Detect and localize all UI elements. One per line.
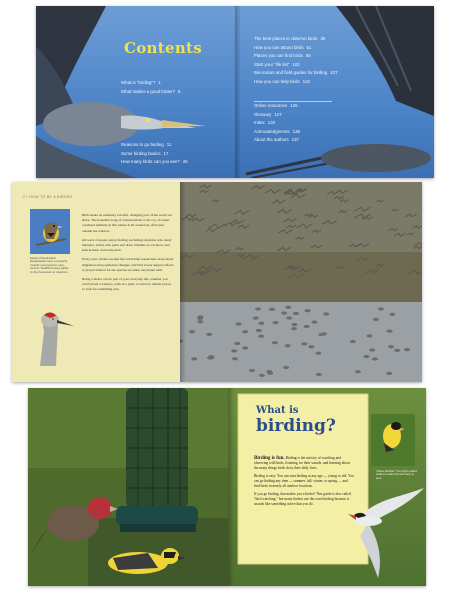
toc-entry[interactable] <box>254 78 338 87</box>
toc-entry[interactable] <box>121 150 188 159</box>
toc-label: Some birding basics <box>121 150 161 156</box>
standing-crane <box>255 307 261 310</box>
toc-entry[interactable] <box>254 61 338 70</box>
contents-heading: Contents <box>124 39 203 57</box>
standing-crane <box>291 327 297 330</box>
standing-crane <box>272 341 278 344</box>
standing-crane <box>311 320 317 323</box>
toc-page-number: 103 <box>292 61 300 67</box>
toc-entry[interactable] <box>254 69 338 78</box>
lead-sentence: Birding is fun. <box>254 456 285 461</box>
toc-label: Acknowledgments <box>254 128 290 134</box>
standing-crane <box>231 349 237 352</box>
toc-label: Index <box>254 120 265 126</box>
standing-crane <box>266 370 272 373</box>
what-is-birding-spread <box>28 388 426 586</box>
page-gutter <box>180 182 186 382</box>
standing-crane <box>394 349 400 352</box>
toc-entry[interactable] <box>254 102 332 111</box>
toc-label: Online resources <box>254 103 288 108</box>
toc-entry[interactable] <box>121 158 188 167</box>
standing-crane <box>232 357 238 360</box>
toc-entry[interactable] <box>254 119 332 128</box>
body-paragraph: Being a birder can be part of your everyday life, whether you watch from a window, walk in a park, or travel to distant places to look for something new. <box>82 277 171 292</box>
meadowlark-photo <box>30 209 70 254</box>
standing-crane <box>198 315 204 318</box>
standing-crane <box>269 308 275 311</box>
standing-crane <box>253 317 259 320</box>
contents-spread <box>36 6 434 178</box>
toc-label: How you can help birds <box>254 78 300 84</box>
standing-crane <box>281 311 287 314</box>
standing-crane <box>378 307 384 310</box>
standing-crane <box>389 313 395 316</box>
standing-crane <box>363 355 369 358</box>
toc-page-number: 137 <box>291 137 299 143</box>
standing-crane <box>286 316 292 319</box>
page-gutter <box>235 6 241 178</box>
standing-crane <box>197 320 203 323</box>
toc-label: How you can attract birds <box>254 44 304 50</box>
standing-crane <box>315 352 321 355</box>
standing-crane <box>355 370 361 373</box>
standing-crane <box>189 330 195 333</box>
sandhill-crane-photo <box>22 302 74 366</box>
standing-crane <box>242 330 248 333</box>
toc-page-number: 133 <box>267 120 276 126</box>
chapter-body-text <box>254 456 354 510</box>
standing-crane <box>304 325 310 328</box>
standing-crane <box>301 342 307 345</box>
standing-crane <box>191 357 197 360</box>
standing-crane <box>249 369 255 372</box>
standing-crane <box>283 366 289 369</box>
feeder-photo <box>28 388 228 586</box>
standing-crane <box>387 330 393 333</box>
left-page <box>12 182 180 382</box>
toc-page-number: 127 <box>274 111 282 117</box>
toc-label: What is “birding”? <box>121 80 156 85</box>
toc-page-number: 11 <box>166 142 172 147</box>
standing-crane <box>308 345 314 348</box>
standing-crane <box>386 372 392 375</box>
standing-crane <box>206 333 212 336</box>
standing-crane <box>285 344 291 347</box>
intro-spread <box>12 182 422 382</box>
toc-group <box>121 79 180 96</box>
toc-label: Binoculars and field guides for birding <box>254 70 328 76</box>
standing-crane <box>323 312 329 315</box>
toc-page-number: 6 <box>177 88 181 94</box>
standing-crane <box>366 334 372 337</box>
chapter-title <box>256 405 336 435</box>
toc-page-number: 1 <box>158 80 161 85</box>
toc-page-number: 107 <box>330 70 338 76</box>
standing-crane <box>285 306 291 309</box>
toc-page-number: 136 <box>292 128 300 134</box>
standing-crane <box>305 309 311 312</box>
standing-crane <box>258 322 264 325</box>
photo-caption: Eastern Meadowlark: Meadowlarks have a beautiful, melodic song heard in open country. Sandhill Cranes gather by the thousands on migration. <box>30 256 69 274</box>
toc-entry[interactable] <box>121 79 180 88</box>
toc-page-number: 125 <box>290 103 298 108</box>
standing-crane <box>404 348 410 351</box>
page-gutter <box>228 388 234 586</box>
toc-entry[interactable] <box>254 128 332 137</box>
toc-label: The best places to observe birds <box>254 36 318 41</box>
toc-label: What makes a good birder? <box>121 88 175 94</box>
standing-crane <box>208 355 214 358</box>
toc-label: Places you can find birds <box>254 53 303 59</box>
crane-flock-photo <box>180 182 422 382</box>
toc-entry[interactable] <box>121 141 188 150</box>
standing-crane <box>293 312 299 315</box>
toc-label: About the authors <box>254 137 289 143</box>
toc-page-number: 119 <box>302 78 310 84</box>
toc-label: Glossary <box>254 111 272 117</box>
toc-label: Start your “life list” <box>254 61 290 67</box>
title-line-large: birding? <box>256 416 336 436</box>
standing-crane <box>236 322 242 325</box>
toc-page-number: 25 <box>182 159 188 165</box>
body-paragraph: Every year, birders around the world help researchers learn about migration and population changes, and bird lovers support efforts to protect habitat for the species we share our planet with. <box>82 257 174 272</box>
toc-entry[interactable] <box>254 136 332 145</box>
standing-crane <box>316 373 322 376</box>
standing-crane <box>273 321 279 324</box>
title-line-small: What is <box>256 405 299 416</box>
toc-entry[interactable] <box>254 52 338 61</box>
toc-group <box>254 35 338 87</box>
intro-body-text <box>82 213 174 297</box>
standing-crane <box>388 345 394 348</box>
toc-label: How many birds can you see? <box>121 159 180 165</box>
running-head: 2 / HOW TO BE A BIRDER <box>23 195 73 199</box>
standing-crane <box>258 335 264 338</box>
standing-crane <box>373 318 379 321</box>
standing-crane <box>291 323 297 326</box>
toc-entry[interactable] <box>254 44 338 53</box>
body-paragraph: Birding is easy. You can start birding at any age — young or old. You can go birding any time — summer, fall, winter, or spring — and find birds in nearly all outdoor locations. <box>254 474 354 488</box>
toc-entry[interactable] <box>254 35 338 44</box>
toc-page-number: 68 <box>305 53 311 59</box>
toc-label: Reasons to go birding <box>121 142 164 147</box>
standing-crane <box>259 374 265 377</box>
body-paragraph: All sorts of people enjoy birding, including scientists who study behavior, artists who paint and draw, families on vacation, and kids in their own backyards. <box>82 237 172 253</box>
standing-crane <box>350 340 356 343</box>
toc-page-number: 35 <box>320 36 326 41</box>
goldfinch-caption: Yellow Warbler: The bright yellow feathers make this bird easy to spot. <box>376 469 418 480</box>
standing-crane <box>256 329 262 332</box>
toc-entry[interactable] <box>121 88 180 97</box>
toc-page-number: 51 <box>306 44 312 50</box>
standing-crane <box>321 332 327 335</box>
body-paragraph: Birds make an endlessly colorful, changing part of the world we share. The beautiful song of a meadowlark or the cry of cranes overhead reminds us that nature is all around us, often just outside the window. <box>82 213 172 233</box>
standing-crane <box>242 346 248 349</box>
toc-entry[interactable] <box>254 111 332 120</box>
standing-crane <box>372 357 378 360</box>
body-paragraph: Birding is the activity of watching and observing wild birds, listening for their sounds, and learning about the many things birds do in their daily lives. <box>254 456 350 470</box>
toc-group <box>121 141 188 167</box>
standing-crane <box>234 342 240 345</box>
toc-group <box>254 101 332 145</box>
toc-page-number: 17 <box>163 150 169 156</box>
standing-crane <box>369 348 375 351</box>
body-paragraph: If you go birding, that makes you a birder! This guide is also called “bird watching,” but many birders use the word birding because it sounds like something active that you do. <box>254 492 351 506</box>
